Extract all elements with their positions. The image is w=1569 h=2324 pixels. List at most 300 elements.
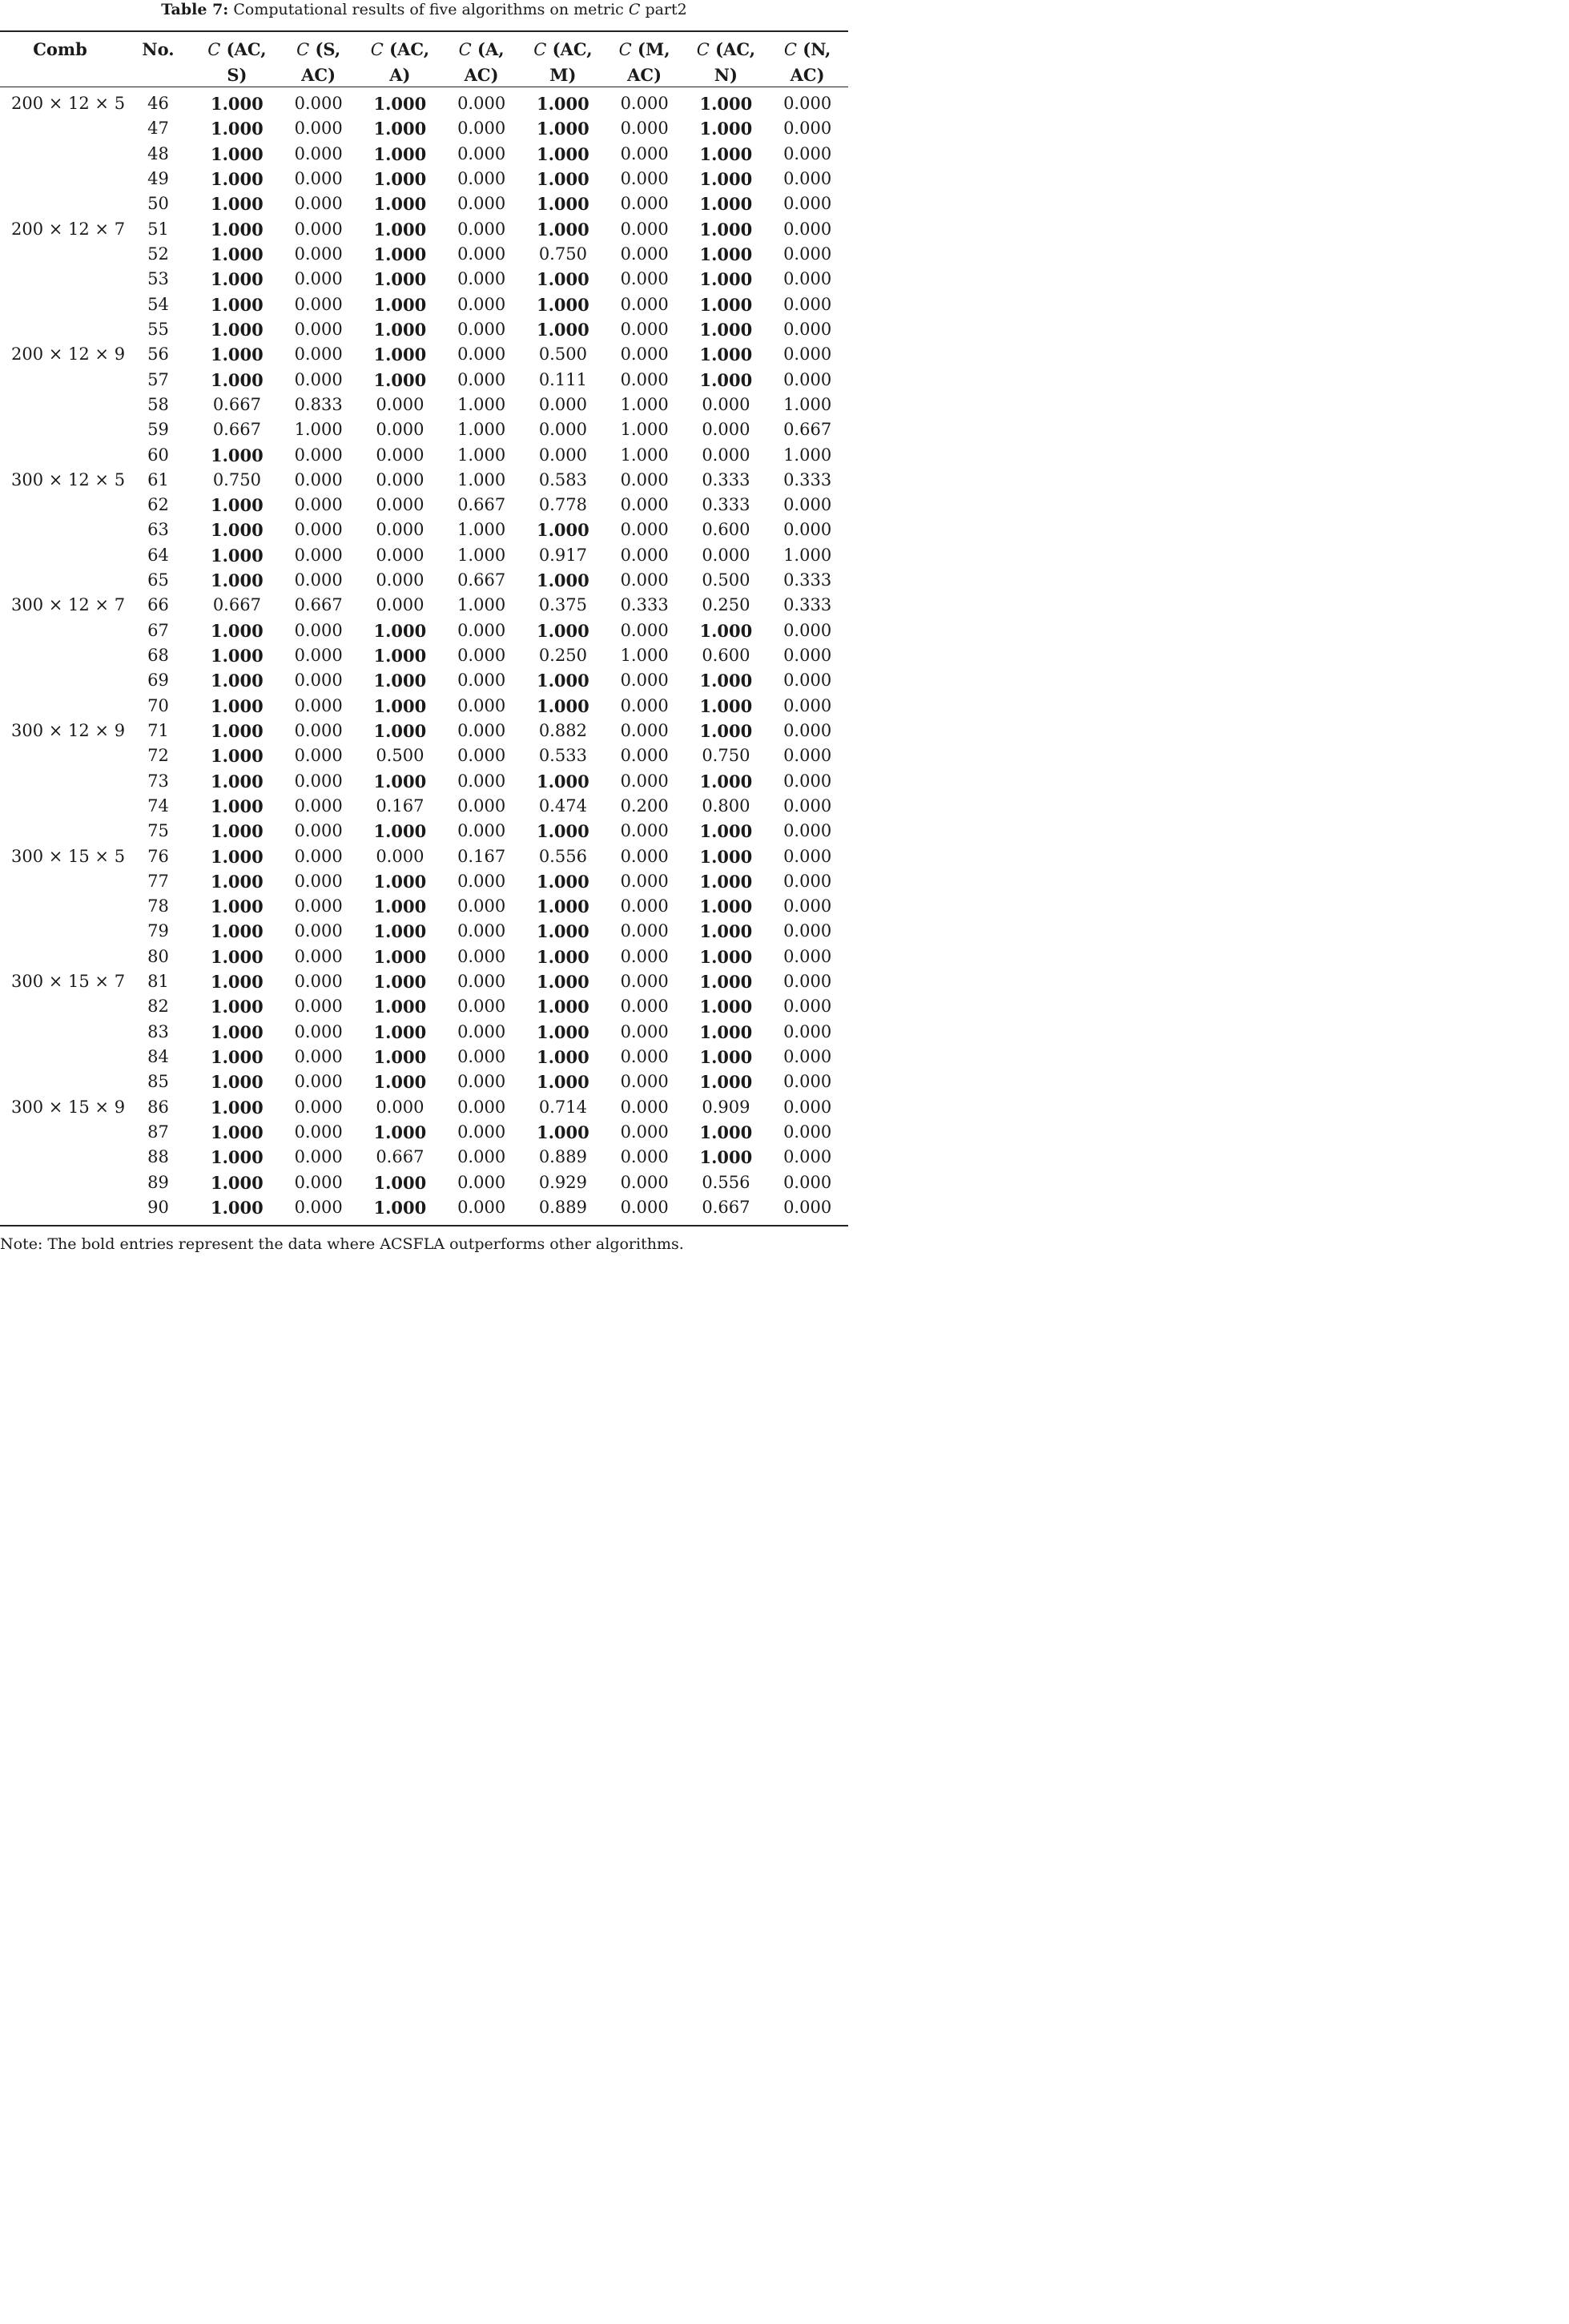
cell-value: 0.500 — [376, 746, 424, 766]
cell-value: 1.000 — [373, 1021, 427, 1042]
cell-value: 0.000 — [294, 495, 343, 515]
cell-comb — [0, 1020, 120, 1045]
cell-value: 0.000 — [620, 119, 669, 139]
cell-value: 1.000 — [210, 269, 264, 290]
cell-value: 0.000 — [783, 194, 832, 214]
cell-value: 1.000 — [210, 896, 264, 917]
cell-value: 1.000 — [699, 294, 753, 315]
cell-no: 54 — [147, 294, 169, 314]
cell-value: 0.000 — [783, 520, 832, 540]
cell-value: 0.000 — [457, 194, 506, 214]
cell-value: 0.000 — [376, 469, 424, 489]
cell-value: 1.000 — [536, 169, 589, 190]
cell-no: 60 — [147, 445, 169, 465]
cell-value: 0.000 — [376, 420, 424, 440]
cell-value: 0.000 — [457, 94, 506, 114]
cell-comb: 300 × 15 × 5 — [11, 846, 126, 866]
cell-value: 0.750 — [538, 244, 587, 264]
table-row — [0, 493, 848, 518]
cell-value: 0.333 — [620, 595, 669, 615]
cell-value: 0.000 — [783, 119, 832, 139]
cell-no: 70 — [147, 695, 169, 715]
table-row — [0, 819, 848, 844]
cell-value: 1.000 — [373, 1072, 427, 1093]
cell-value: 0.000 — [294, 469, 343, 489]
cell-value: 0.929 — [538, 1172, 587, 1192]
header-metric: C (A, AC) — [458, 39, 505, 85]
cell-value: 0.000 — [783, 997, 832, 1017]
cell-value: 0.000 — [620, 871, 669, 891]
cell-value: 0.667 — [376, 1147, 424, 1167]
cell-value: 0.000 — [457, 746, 506, 766]
table-row — [0, 919, 848, 944]
cell-value: 1.000 — [210, 821, 264, 842]
cell-value: 1.000 — [783, 394, 832, 414]
cell-value: 0.000 — [457, 795, 506, 816]
cell-value: 0.667 — [783, 420, 832, 440]
cell-value: 0.667 — [702, 1197, 750, 1217]
cell-value: 0.000 — [457, 219, 506, 239]
cell-value: 1.000 — [373, 1122, 427, 1142]
cell-value: 1.000 — [210, 143, 264, 164]
cell-no: 84 — [147, 1047, 169, 1067]
cell-value: 1.000 — [699, 771, 753, 791]
cell-value: 0.000 — [702, 420, 750, 440]
cell-comb — [0, 668, 120, 693]
cell-value: 1.000 — [210, 94, 264, 115]
table-row — [0, 292, 848, 317]
table-row — [0, 442, 848, 467]
cell-value: 0.000 — [620, 946, 669, 966]
cell-value: 0.000 — [620, 545, 669, 565]
cell-value: 0.000 — [457, 1122, 506, 1142]
cell-value: 0.600 — [702, 646, 750, 666]
cell-no: 83 — [147, 1021, 169, 1041]
cell-comb — [0, 1120, 120, 1145]
cell-value: 0.000 — [457, 1197, 506, 1217]
table-row — [0, 794, 848, 819]
cell-no: 50 — [147, 194, 169, 214]
cell-value: 1.000 — [210, 169, 264, 190]
cell-value: 1.000 — [536, 1021, 589, 1042]
cell-value: 0.000 — [783, 143, 832, 163]
cell-value: 0.000 — [620, 194, 669, 214]
header-metric: C (AC, N) — [696, 39, 756, 85]
cell-no: 77 — [147, 871, 169, 891]
cell-value: 1.000 — [699, 244, 753, 265]
cell-value: 1.000 — [457, 445, 506, 465]
cell-value: 0.000 — [620, 896, 669, 916]
cell-value: 0.000 — [783, 695, 832, 715]
cell-value: 1.000 — [536, 94, 589, 115]
cell-value: 0.000 — [620, 1097, 669, 1117]
cell-comb — [0, 1145, 120, 1170]
cell-value: 0.500 — [538, 344, 587, 365]
cell-value: 0.000 — [457, 369, 506, 389]
cell-value: 1.000 — [699, 695, 753, 716]
cell-value: 1.000 — [373, 871, 427, 892]
cell-value: 1.000 — [373, 1172, 427, 1193]
cell-value: 0.000 — [620, 695, 669, 715]
cell-value: 0.000 — [620, 219, 669, 239]
cell-value: 0.000 — [620, 671, 669, 691]
cell-value: 1.000 — [210, 294, 264, 315]
cell-no: 72 — [147, 746, 169, 766]
cell-value: 1.000 — [210, 1172, 264, 1193]
cell-value: 0.333 — [702, 469, 750, 489]
cell-value: 1.000 — [210, 771, 264, 791]
cell-value: 1.000 — [373, 896, 427, 917]
cell-comb — [0, 768, 120, 793]
cell-value: 0.000 — [294, 1197, 343, 1217]
cell-value: 1.000 — [210, 1147, 264, 1168]
cell-value: 0.000 — [783, 821, 832, 841]
cell-value: 0.000 — [783, 620, 832, 640]
cell-value: 1.000 — [210, 119, 264, 139]
cell-value: 1.000 — [536, 570, 589, 591]
cell-no: 88 — [147, 1147, 169, 1167]
cell-comb — [0, 894, 120, 919]
cell-no: 55 — [147, 319, 169, 339]
cell-value: 0.000 — [457, 646, 506, 666]
cell-comb — [0, 442, 120, 467]
cell-value: 0.917 — [538, 545, 587, 565]
cell-value: 1.000 — [210, 671, 264, 691]
cell-value: 0.000 — [457, 169, 506, 189]
cell-value: 0.000 — [294, 119, 343, 139]
cell-value: 0.000 — [620, 846, 669, 866]
cell-no: 53 — [147, 269, 169, 289]
caption-metric: C — [628, 1, 641, 18]
table-row — [0, 217, 848, 242]
cell-value: 0.000 — [620, 269, 669, 289]
cell-value: 0.000 — [783, 244, 832, 264]
table-row — [0, 719, 848, 743]
cell-value: 0.000 — [457, 896, 506, 916]
cell-comb — [0, 794, 120, 819]
table-row — [0, 994, 848, 1019]
cell-value: 1.000 — [210, 570, 264, 591]
cell-no: 75 — [147, 821, 169, 841]
cell-value: 1.000 — [373, 695, 427, 716]
table-row — [0, 91, 848, 116]
cell-value: 0.000 — [294, 1122, 343, 1142]
cell-value: 0.000 — [783, 1047, 832, 1067]
cell-no: 87 — [147, 1122, 169, 1142]
cell-no: 47 — [147, 119, 169, 139]
cell-no: 63 — [147, 520, 169, 540]
cell-value: 0.000 — [620, 771, 669, 791]
caption-suffix: part2 — [640, 1, 687, 18]
cell-value: 0.000 — [702, 394, 750, 414]
cell-value: 0.000 — [294, 746, 343, 766]
cell-comb — [0, 618, 120, 643]
cell-value: 0.000 — [620, 1047, 669, 1067]
table-row — [0, 668, 848, 693]
cell-value: 1.000 — [457, 469, 506, 489]
cell-value: 1.000 — [536, 921, 589, 942]
cell-no: 65 — [147, 570, 169, 590]
cell-value: 1.000 — [699, 620, 753, 641]
cell-no: 90 — [147, 1197, 169, 1217]
cell-value: 0.500 — [702, 570, 750, 590]
table-row — [0, 894, 848, 919]
cell-value: 1.000 — [536, 119, 589, 139]
cell-comb — [0, 191, 120, 216]
cell-value: 0.667 — [212, 394, 261, 414]
cell-value: 1.000 — [699, 1122, 753, 1142]
header-metric: C (S, AC) — [296, 39, 341, 85]
cell-value: 0.000 — [620, 495, 669, 515]
table-row — [0, 267, 848, 292]
table-row — [0, 694, 848, 719]
cell-value: 0.000 — [783, 795, 832, 816]
cell-value: 1.000 — [699, 194, 753, 215]
cell-value: 0.000 — [294, 1172, 343, 1192]
cell-value: 1.000 — [210, 946, 264, 967]
results-table — [0, 32, 848, 1220]
table-caption — [0, 0, 848, 21]
cell-value: 1.000 — [699, 219, 753, 240]
caption-text: Computational results of five algorithms on metric — [228, 1, 629, 18]
cell-value: 0.000 — [620, 244, 669, 264]
cell-comb — [0, 242, 120, 267]
cell-value: 0.000 — [620, 1147, 669, 1167]
cell-comb — [0, 1045, 120, 1069]
cell-value: 0.000 — [457, 1147, 506, 1167]
cell-value: 0.000 — [294, 821, 343, 841]
cell-comb — [0, 694, 120, 719]
cell-value: 0.000 — [620, 294, 669, 314]
cell-value: 0.000 — [294, 344, 343, 365]
cell-value: 0.000 — [620, 1197, 669, 1217]
cell-value: 0.000 — [783, 1197, 832, 1217]
cell-value: 0.000 — [294, 1072, 343, 1092]
header-row — [0, 32, 848, 91]
cell-value: 0.000 — [294, 94, 343, 114]
cell-value: 0.000 — [457, 821, 506, 841]
cell-value: 0.000 — [294, 646, 343, 666]
table-row — [0, 191, 848, 216]
cell-value: 0.000 — [376, 520, 424, 540]
cell-no: 85 — [147, 1072, 169, 1092]
cell-value: 1.000 — [210, 846, 264, 867]
cell-value: 1.000 — [373, 620, 427, 641]
table-row — [0, 317, 848, 342]
cell-value: 1.000 — [373, 997, 427, 1017]
cell-value: 0.000 — [457, 997, 506, 1017]
cell-value: 0.000 — [783, 720, 832, 740]
cell-no: 64 — [147, 545, 169, 565]
cell-value: 1.000 — [699, 846, 753, 867]
table-row — [0, 468, 848, 493]
cell-value: 1.000 — [373, 972, 427, 993]
cell-comb — [0, 518, 120, 542]
cell-value: 1.000 — [699, 1072, 753, 1093]
cell-value: 0.000 — [457, 671, 506, 691]
cell-value: 0.800 — [702, 795, 750, 816]
cell-comb: 300 × 12 × 9 — [11, 720, 126, 740]
cell-comb — [0, 568, 120, 593]
cell-value: 1.000 — [699, 871, 753, 892]
cell-value: 0.000 — [783, 344, 832, 365]
cell-value: 0.000 — [457, 269, 506, 289]
cell-value: 1.000 — [294, 420, 343, 440]
cell-value: 1.000 — [536, 671, 589, 691]
cell-value: 1.000 — [210, 369, 264, 390]
table-row — [0, 1045, 848, 1069]
cell-value: 1.000 — [699, 972, 753, 993]
header-no: No. — [142, 39, 175, 59]
cell-value: 0.000 — [457, 1097, 506, 1117]
cell-value: 0.000 — [783, 269, 832, 289]
table-row — [0, 142, 848, 167]
cell-value: 0.000 — [457, 771, 506, 791]
cell-comb — [0, 1069, 120, 1094]
cell-value: 0.000 — [620, 1172, 669, 1192]
cell-no: 66 — [147, 595, 169, 615]
cell-value: 0.909 — [702, 1097, 750, 1117]
cell-value: 0.250 — [538, 646, 587, 666]
cell-value: 1.000 — [536, 269, 589, 290]
cell-value: 0.667 — [457, 495, 506, 515]
cell-value: 1.000 — [210, 244, 264, 265]
cell-value: 0.000 — [294, 620, 343, 640]
cell-value: 0.714 — [538, 1097, 587, 1117]
cell-value: 0.000 — [457, 143, 506, 163]
cell-value: 1.000 — [536, 219, 589, 240]
cell-value: 0.000 — [457, 1021, 506, 1041]
cell-value: 1.000 — [210, 972, 264, 993]
cell-value: 0.889 — [538, 1147, 587, 1167]
cell-value: 1.000 — [536, 771, 589, 791]
cell-value: 1.000 — [620, 420, 669, 440]
cell-value: 1.000 — [536, 1047, 589, 1068]
cell-comb — [0, 1195, 120, 1220]
cell-no: 78 — [147, 896, 169, 916]
cell-value: 0.000 — [294, 143, 343, 163]
cell-comb — [0, 267, 120, 292]
cell-value: 0.000 — [294, 946, 343, 966]
cell-no: 76 — [147, 846, 169, 866]
cell-no: 57 — [147, 369, 169, 389]
cell-value: 0.750 — [212, 469, 261, 489]
table-body — [0, 91, 848, 1220]
table-row — [0, 844, 848, 868]
cell-value: 0.889 — [538, 1197, 587, 1217]
cell-value: 1.000 — [210, 495, 264, 516]
cell-value: 1.000 — [457, 420, 506, 440]
table-row — [0, 618, 848, 643]
cell-value: 0.375 — [538, 595, 587, 615]
cell-value: 0.000 — [620, 570, 669, 590]
cell-value: 0.000 — [783, 219, 832, 239]
cell-value: 1.000 — [699, 997, 753, 1017]
header-metric: C (AC, S) — [207, 39, 267, 85]
cell-value: 1.000 — [699, 94, 753, 115]
cell-value: 1.000 — [699, 1021, 753, 1042]
cell-value: 1.000 — [373, 671, 427, 691]
cell-no: 82 — [147, 997, 169, 1017]
cell-value: 1.000 — [699, 821, 753, 842]
cell-value: 0.000 — [294, 520, 343, 540]
header-metric: C (N, AC) — [783, 39, 831, 85]
cell-value: 0.882 — [538, 720, 587, 740]
table-row — [0, 417, 848, 442]
cell-value: 0.000 — [376, 1097, 424, 1117]
cell-value: 1.000 — [620, 646, 669, 666]
table-row — [0, 643, 848, 668]
cell-value: 0.000 — [294, 1021, 343, 1041]
cell-value: 1.000 — [699, 720, 753, 741]
cell-comb — [0, 919, 120, 944]
cell-value: 0.000 — [620, 997, 669, 1017]
cell-value: 0.000 — [620, 921, 669, 941]
cell-value: 0.000 — [294, 244, 343, 264]
cell-comb — [0, 869, 120, 894]
cell-value: 0.000 — [457, 294, 506, 314]
cell-value: 0.000 — [783, 294, 832, 314]
cell-value: 0.000 — [294, 294, 343, 314]
cell-value: 1.000 — [536, 1072, 589, 1093]
cell-comb: 300 × 15 × 9 — [11, 1097, 126, 1117]
cell-value: 0.000 — [457, 972, 506, 992]
cell-no: 86 — [147, 1097, 169, 1117]
cell-no: 79 — [147, 921, 169, 941]
cell-comb: 200 × 12 × 5 — [11, 94, 126, 114]
cell-value: 0.000 — [457, 720, 506, 740]
cell-value: 0.000 — [457, 871, 506, 891]
cell-value: 0.000 — [783, 771, 832, 791]
cell-value: 1.000 — [536, 695, 589, 716]
cell-value: 0.000 — [294, 997, 343, 1017]
cell-value: 1.000 — [457, 595, 506, 615]
cell-value: 0.000 — [294, 1047, 343, 1067]
cell-value: 0.000 — [783, 946, 832, 966]
cell-value: 0.200 — [620, 795, 669, 816]
cell-value: 0.000 — [457, 921, 506, 941]
cell-value: 0.000 — [783, 871, 832, 891]
cell-value: 1.000 — [373, 771, 427, 791]
cell-value: 1.000 — [210, 1097, 264, 1118]
cell-value: 1.000 — [699, 1047, 753, 1068]
cell-comb: 300 × 12 × 7 — [11, 595, 126, 615]
cell-value: 1.000 — [210, 871, 264, 892]
table-row — [0, 1195, 848, 1220]
cell-value: 0.000 — [294, 972, 343, 992]
cell-value: 0.556 — [538, 846, 587, 866]
cell-value: 1.000 — [373, 319, 427, 340]
cell-value: 0.778 — [538, 495, 587, 515]
cell-value: 0.000 — [620, 94, 669, 114]
cell-value: 0.250 — [702, 595, 750, 615]
cell-value: 0.000 — [783, 495, 832, 515]
cell-value: 0.000 — [783, 319, 832, 339]
cell-comb: 200 × 12 × 7 — [11, 219, 126, 239]
cell-value: 1.000 — [536, 143, 589, 164]
cell-value: 0.000 — [620, 821, 669, 841]
table-row — [0, 969, 848, 994]
cell-comb — [0, 367, 120, 392]
cell-value: 0.000 — [783, 1021, 832, 1041]
cell-value: 1.000 — [373, 143, 427, 164]
cell-value: 0.000 — [620, 319, 669, 339]
cell-value: 0.000 — [620, 972, 669, 992]
cell-value: 0.533 — [538, 746, 587, 766]
cell-value: 0.000 — [620, 1021, 669, 1041]
cell-value: 0.000 — [620, 620, 669, 640]
cell-value: 0.000 — [620, 143, 669, 163]
